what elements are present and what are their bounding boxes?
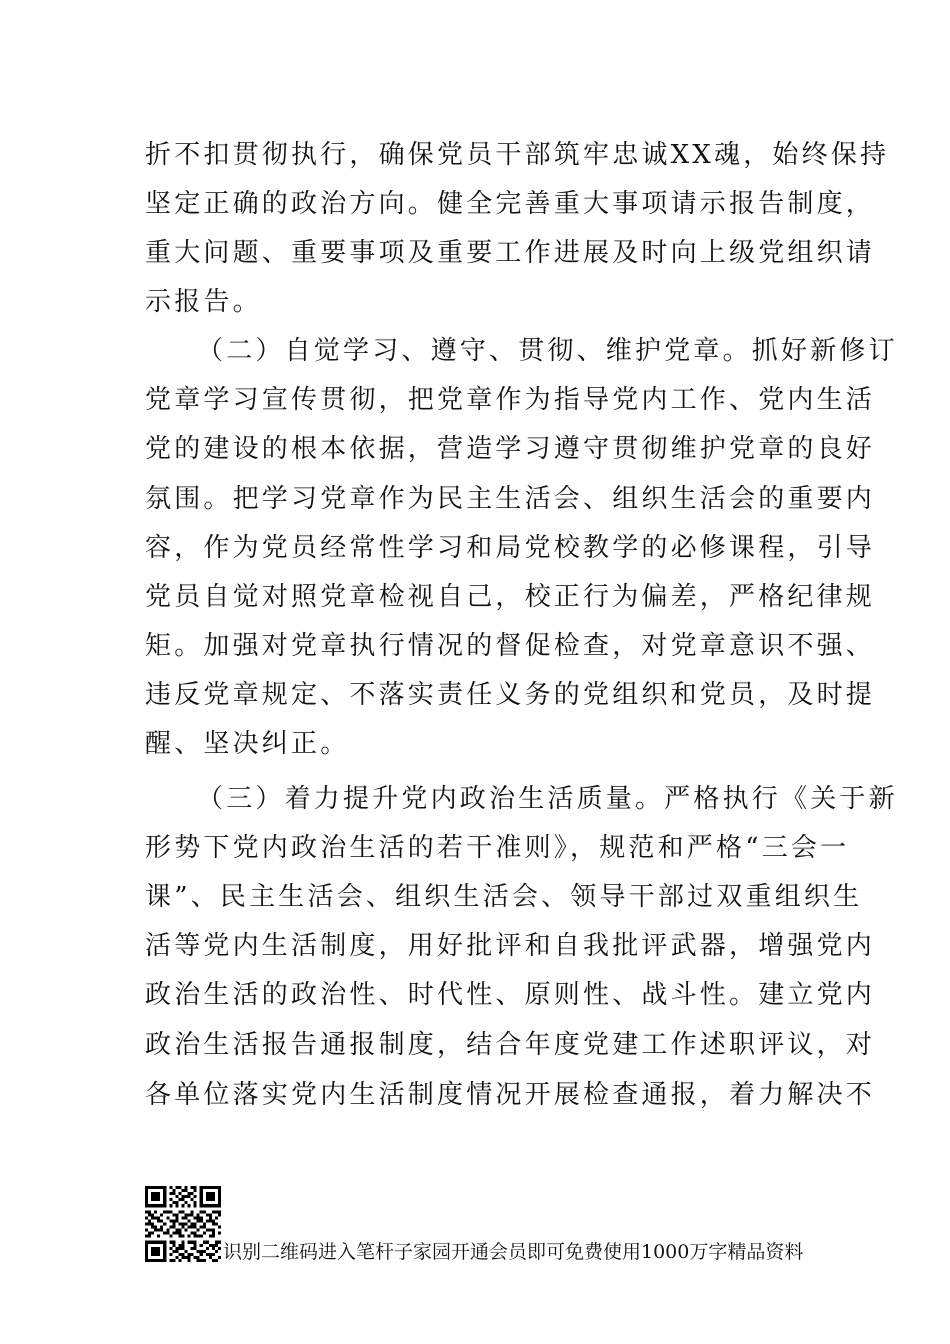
body-text-line: 醒、坚决纠正。 xyxy=(145,729,350,759)
body-text-line: 党员自觉对照党章检视自己，校正行为偏差，严格纪律规 xyxy=(145,582,876,612)
body-text-line: 形势下党内政治生活的若干准则》，规范和严格“三会一 xyxy=(145,833,850,863)
body-text-line: 坚定正确的政治方向。健全完善重大事项请示报告制度， xyxy=(145,189,876,219)
footer-promo xyxy=(145,1186,825,1262)
promo-text: 识别二维码进入笔杆子家园开通会员即可免费使用1000万字精品资料 xyxy=(223,1241,804,1263)
body-text-line: 违反党章规定、不落实责任义务的党组织和党员，及时提 xyxy=(145,680,876,710)
body-text-line: 政治生活的政治性、时代性、原则性、战斗性。建立党内 xyxy=(145,980,876,1010)
section-heading-line: （三）着力提升党内政治生活质量。严格执行《关于新 xyxy=(197,784,898,814)
body-text-line: 氛围。把学习党章作为民主生活会、组织生活会的重要内 xyxy=(145,484,876,514)
body-text-line: 课”、民主生活会、组织生活会、领导干部过双重组织生 xyxy=(145,882,863,912)
body-text-line: 各单位落实党内生活制度情况开展检查通报，着力解决不 xyxy=(145,1080,876,1110)
body-text-line: 重大问题、重要事项及重要工作进展及时向上级党组织请 xyxy=(145,238,876,268)
body-text-line: 示报告。 xyxy=(145,287,262,317)
body-text-line: 党章学习宣传贯彻，把党章作为指导党内工作、党内生活 xyxy=(145,385,876,415)
section-heading-line: （二）自觉学习、遵守、贯彻、维护党章。抓好新修订 xyxy=(197,336,898,366)
body-text-line: 党的建设的根本依据，营造学习遵守贯彻维护党章的良好 xyxy=(145,434,876,464)
body-text-line: 容，作为党员经常性学习和局党校教学的必修课程，引导 xyxy=(145,533,876,563)
body-text-line: 矩。加强对党章执行情况的督促检查，对党章意识不强、 xyxy=(145,631,876,661)
qr-code-icon[interactable] xyxy=(145,1186,221,1262)
body-text-line: 活等党内生活制度，用好批评和自我批评武器，增强党内 xyxy=(145,931,876,961)
body-text-line: 政治生活报告通报制度，结合年度党建工作述职评议，对 xyxy=(145,1030,876,1060)
body-text-line: 折不扣贯彻执行，确保党员干部筑牢忠诚XX魂，始终保持 xyxy=(145,140,890,170)
